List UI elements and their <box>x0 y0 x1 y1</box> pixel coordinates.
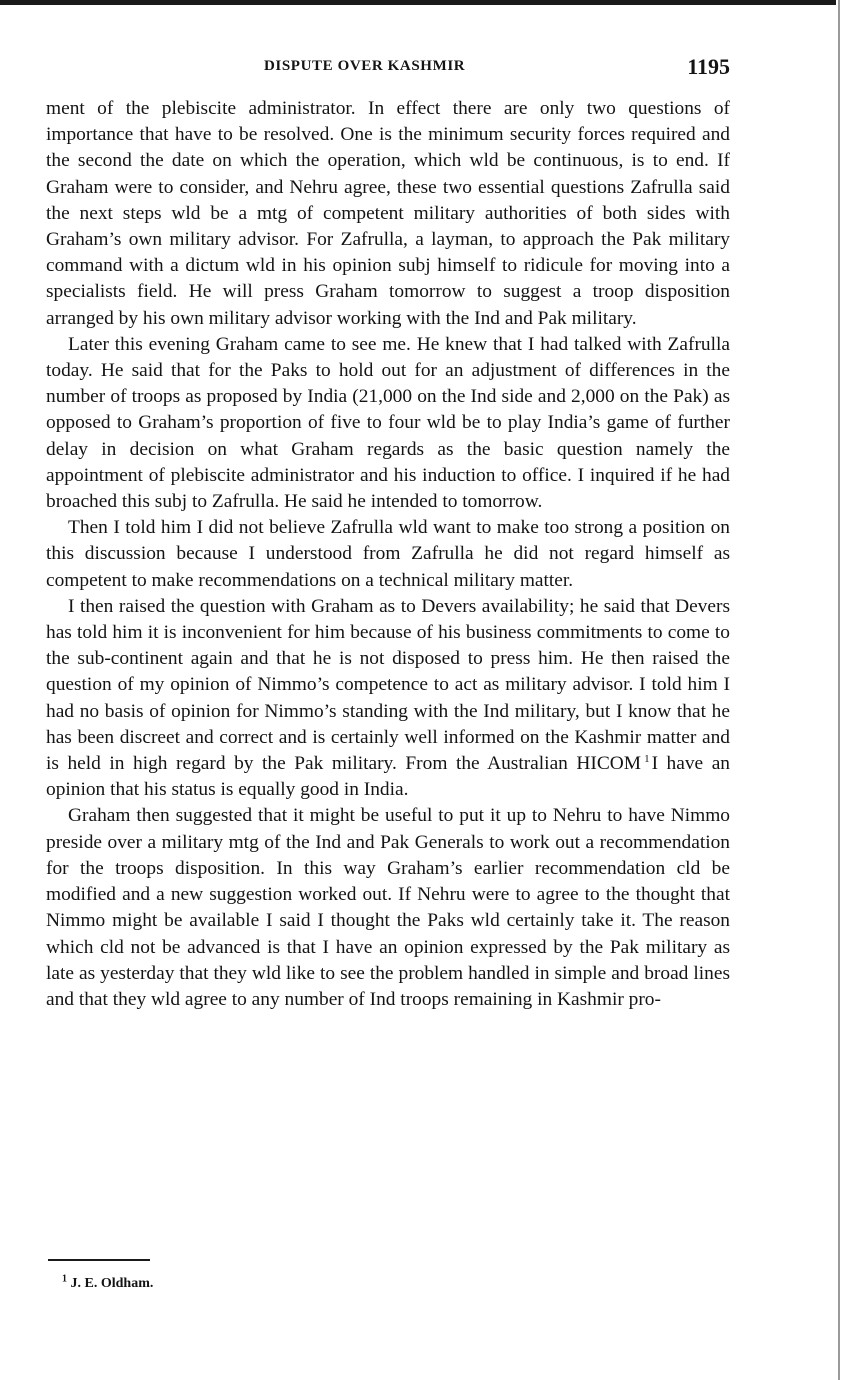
page-edge <box>838 0 840 1380</box>
footnote-text: J. E. Oldham. <box>70 1276 154 1291</box>
running-header <box>46 56 730 82</box>
paragraph-4-text: I then raised the question with Graham as to Devers availability; he said that Devers has told him it is inconvenient for him because of his business commitments to come to the sub-continent again and that he is not disposed to press him. He then raised the question of my opinion of Nimmo’s competence to act as military advisor. I told him I had no basis of opinion for Nimmo’s standing with the Ind military, but I know that he has been discreet and correct and is certainly well informed on the Kashmir matter and is held in high regard by the Pak military. From the Australian HICOM <box>46 595 730 775</box>
paragraph-3: Then I told him I did not believe Zafrulla wld want to make too strong a position on this discussion because I understood from Zafrulla he did not regard himself as competent to make recommendations on a technical military matter. <box>46 517 730 591</box>
paragraph-2: Later this evening Graham came to see me. He knew that I had talked with Zafrulla today. He said that for the Paks to hold out for an adjustment of differences in the number of troops as proposed by India (21,000 on the Ind side and 2,000 on the Pak) as opposed to Graham’s proportion of five to four wld be to play India’s game of further delay in decision on what Graham regards as the basic question namely the appointment of plebiscite administrator and his induction to office. I inquired if he had broached this subj to Zafrulla. He said he intended to tomorrow. <box>46 333 730 513</box>
paragraph-4-end: I have an opinion that his status is equally good in India. <box>46 753 731 801</box>
body-text <box>46 96 730 1013</box>
footnote-divider <box>48 1259 150 1261</box>
running-title: DISPUTE OVER KASHMIR <box>264 58 466 74</box>
page-number: 1195 <box>687 54 730 79</box>
footnote <box>62 1273 154 1292</box>
paragraph-5: Graham then suggested that it might be useful to put it up to Nehru to have Nimmo preside over a military mtg of the Ind and Pak Generals to work out a recommendation for the troops disposition. In this way Graham’s earlier recommendation cld be modified and a new suggestion worked out. If Nehru were to agree to the thought that Nimmo might be available I said I thought the Paks wld certainly take it. The reason which cld not be advanced is that I have an opinion expressed by the Pak military as late as yesterday that they wld like to see the problem handled in simple and broad lines and that they wld agree to any number of Ind troops remaining in Kashmir pro- <box>46 805 730 1010</box>
top-edge-rule <box>0 0 836 5</box>
footnote-marker: 1 <box>62 1273 67 1285</box>
paragraph-4 <box>46 594 730 804</box>
paragraph-1: ment of the plebiscite administrator. In effect there are only two questions of importance that have to be resolved. One is the minimum security forces required and the second the date on which the operation, which wld be continuous, is to end. If Graham were to consider, and Nehru agree, these two essential questions Zafrulla said the next steps wld be a mtg of competent military authorities of both sides with Graham’s own military advisor. For Zafrulla, a layman, to approach the Pak military command with a dictum wld in his opinion subj himself to ridicule for moving into a specialists field. He will press Graham tomorrow to suggest a troop disposition arranged by his own military advisor working with the Ind and Pak military. <box>46 98 730 329</box>
footnote-reference: 1 <box>644 752 650 765</box>
